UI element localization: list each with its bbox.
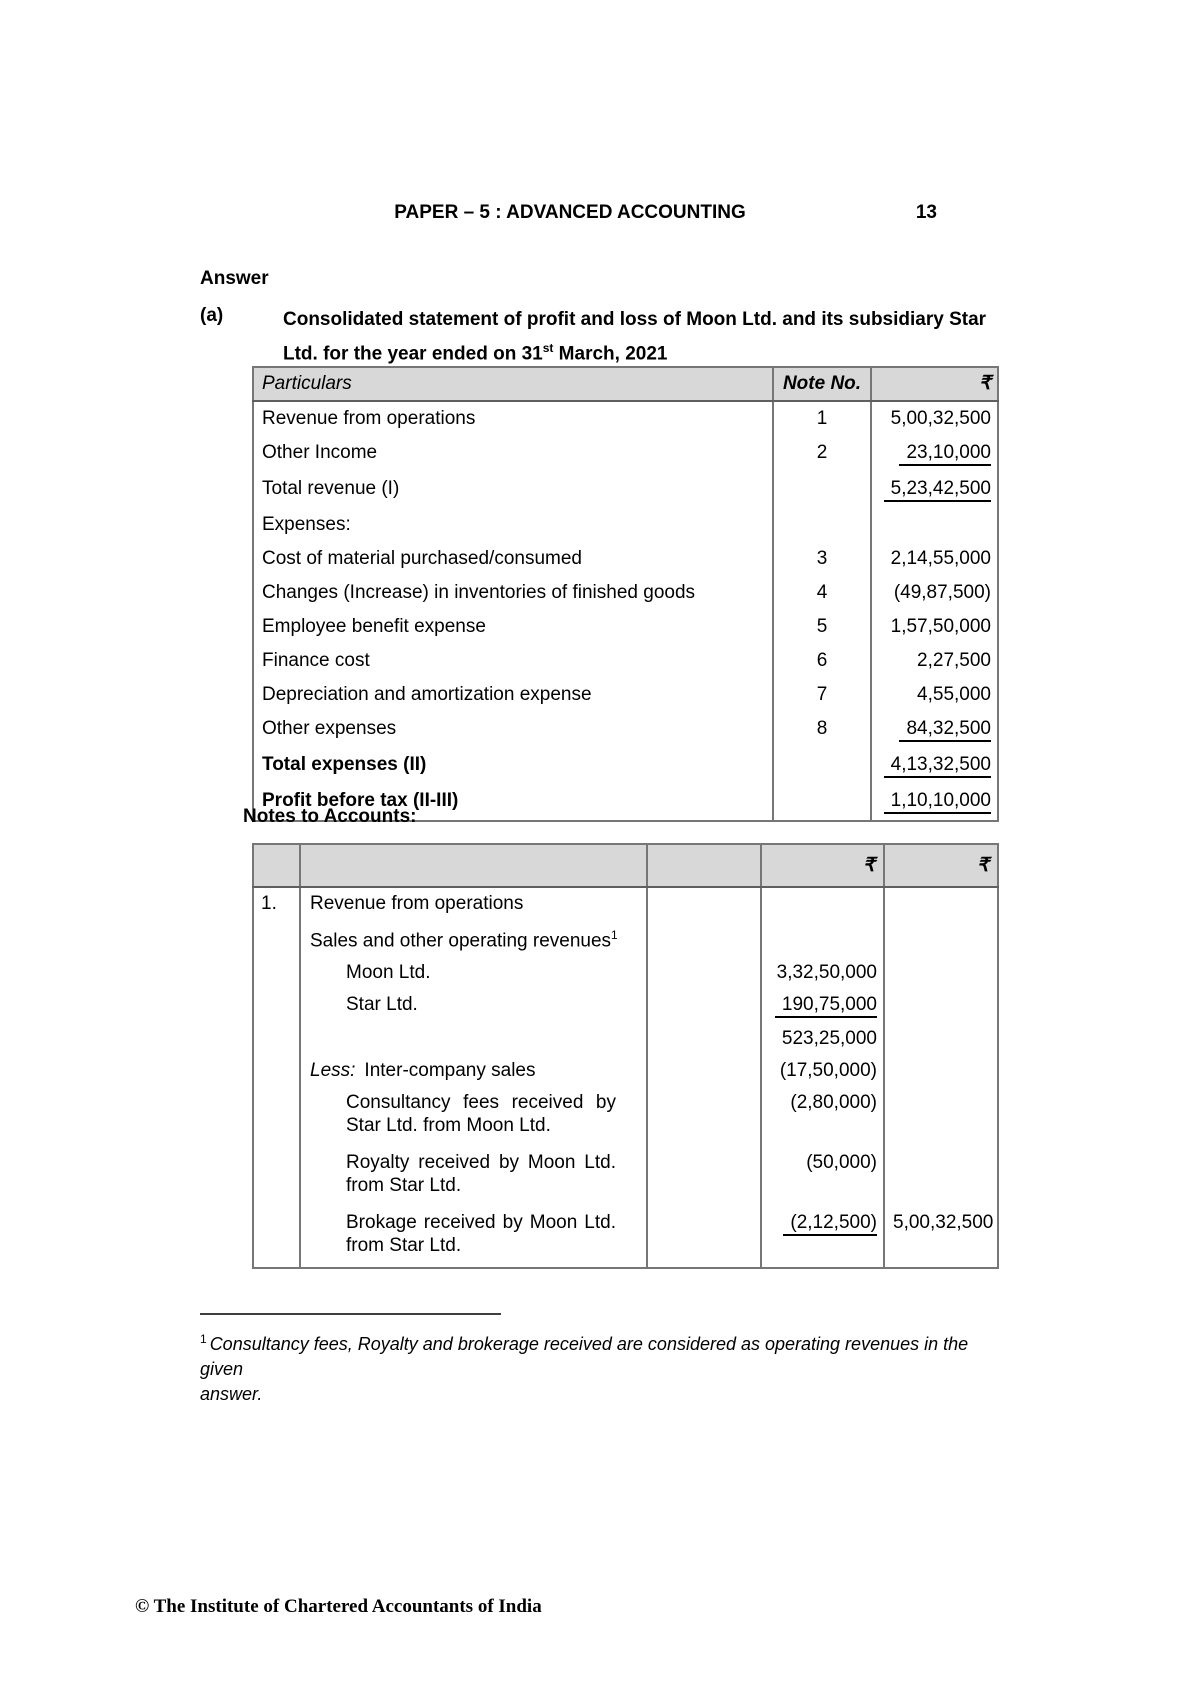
col-amount-rupee: ₹	[871, 367, 998, 401]
table-row	[253, 508, 998, 542]
amount2-cell: 5,00,32,500	[884, 1207, 998, 1268]
page-header	[140, 202, 1000, 224]
note-cell	[773, 784, 871, 821]
amount1-cell: (17,50,000)	[761, 1055, 884, 1087]
statement-table	[252, 366, 999, 822]
particulars-cell: Total expenses (II)	[253, 748, 773, 784]
note-cell	[773, 472, 871, 508]
desc-cell: Star Ltd.	[300, 989, 647, 1023]
desc-cell: Royalty received by Moon Ltd. from Star Ltd.	[300, 1147, 647, 1207]
amount-cell	[871, 508, 998, 542]
amount1-cell	[761, 920, 884, 957]
amount-cell: 4,55,000	[871, 678, 998, 712]
table-row	[253, 957, 998, 989]
blank-cell	[647, 989, 761, 1023]
particulars-cell: Other expenses	[253, 712, 773, 748]
table-row	[253, 401, 998, 436]
amount1-cell	[761, 887, 884, 920]
desc-cell: Brokage received by Moon Ltd. from Star Ltd.	[300, 1207, 647, 1268]
amount1-cell: 190,75,000	[761, 989, 884, 1023]
amount-cell: 5,00,32,500	[871, 401, 998, 436]
amount2-cell	[884, 887, 998, 920]
amount1-cell: (2,12,500)	[761, 1207, 884, 1268]
footnote-line2: answer.	[200, 1384, 263, 1404]
col-blank	[253, 844, 300, 887]
serial-cell	[253, 1207, 300, 1268]
amount-cell: 2,27,500	[871, 644, 998, 678]
particulars-cell: Revenue from operations	[253, 401, 773, 436]
desc-cell: Consultancy fees received by Star Ltd. from Moon Ltd.	[300, 1087, 647, 1147]
particulars-cell: Cost of material purchased/consumed	[253, 542, 773, 576]
footnote-marker: 1	[200, 1332, 207, 1346]
serial-cell	[253, 1087, 300, 1147]
desc-cell: Less: Inter-company sales	[300, 1055, 647, 1087]
desc-cell: Moon Ltd.	[300, 957, 647, 989]
note-cell: 4	[773, 576, 871, 610]
blank-cell	[647, 1087, 761, 1147]
amount-cell: 4,13,32,500	[871, 748, 998, 784]
desc-cell: Sales and other operating revenues$^1$	[300, 920, 647, 957]
statement-header-row	[253, 367, 998, 401]
particulars-cell: Finance cost	[253, 644, 773, 678]
section-title	[283, 305, 986, 368]
note-cell: 5	[773, 610, 871, 644]
section-label: (a)	[200, 305, 224, 326]
col-blank	[300, 844, 647, 887]
amount-cell: (49,87,500)	[871, 576, 998, 610]
table-row	[253, 1087, 998, 1147]
particulars-cell: Profit before tax (II-III)	[253, 784, 773, 821]
amount1-cell: 523,25,000	[761, 1023, 884, 1055]
serial-cell	[253, 1055, 300, 1087]
amount2-cell	[884, 1147, 998, 1207]
table-row	[253, 1055, 998, 1087]
blank-cell	[647, 887, 761, 920]
blank-cell	[647, 1055, 761, 1087]
amount-cell: 1,57,50,000	[871, 610, 998, 644]
serial-cell	[253, 957, 300, 989]
table-row	[253, 678, 998, 712]
amount2-cell	[884, 989, 998, 1023]
note-cell	[773, 508, 871, 542]
amount1-cell: (50,000)	[761, 1147, 884, 1207]
answer-heading: Answer	[200, 268, 269, 289]
note-cell: 7	[773, 678, 871, 712]
table-row	[253, 576, 998, 610]
particulars-cell: Changes (Increase) in inventories of finished goods	[253, 576, 773, 610]
serial-cell	[253, 920, 300, 957]
desc-cell	[300, 1023, 647, 1055]
amount-cell: 23,10,000	[871, 436, 998, 472]
note-cell: 6	[773, 644, 871, 678]
particulars-cell: Expenses:	[253, 508, 773, 542]
table-row	[253, 712, 998, 748]
col-rupee-2: ₹	[884, 844, 998, 887]
section-title-line2: Ltd. for the year ended on 31st March, 2021	[283, 341, 668, 365]
less-label: Less:	[310, 1060, 356, 1082]
amount2-cell	[884, 1023, 998, 1055]
table-row	[253, 989, 998, 1023]
particulars-cell: Other Income	[253, 436, 773, 472]
blank-cell	[647, 957, 761, 989]
table-row	[253, 472, 998, 508]
amount-cell: 5,23,42,500	[871, 472, 998, 508]
col-particulars: Particulars	[253, 367, 773, 401]
notes-table	[252, 843, 999, 1269]
amount1-cell: 3,32,50,000	[761, 957, 884, 989]
amount-cell: 2,14,55,000	[871, 542, 998, 576]
amount-cell: 84,32,500	[871, 712, 998, 748]
table-row	[253, 748, 998, 784]
note-cell: 1	[773, 401, 871, 436]
footnote	[200, 1327, 990, 1407]
note-cell: 8	[773, 712, 871, 748]
section-title-line1: Consolidated statement of profit and loss of Moon Ltd. and its subsidiary Star	[283, 309, 987, 330]
table-row	[253, 1023, 998, 1055]
table-row	[253, 436, 998, 472]
amount-cell: 1,10,10,000	[871, 784, 998, 821]
serial-cell	[253, 989, 300, 1023]
blank-cell	[647, 1207, 761, 1268]
note-cell: 3	[773, 542, 871, 576]
amount2-cell	[884, 1055, 998, 1087]
footnote-separator	[200, 1313, 501, 1315]
serial-cell: 1.	[253, 887, 300, 920]
notes-header-row	[253, 844, 998, 887]
page-number: 13	[915, 202, 937, 223]
serial-cell	[253, 1023, 300, 1055]
table-row	[253, 920, 998, 957]
blank-cell	[647, 920, 761, 957]
page-footer: © The Institute of Chartered Accountants of India	[135, 1596, 542, 1617]
table-row	[253, 542, 998, 576]
ordinal-superscript: st	[542, 341, 554, 355]
notes-heading: Notes to Accounts:	[243, 806, 417, 827]
section-a	[200, 305, 986, 368]
desc-cell: Revenue from operations	[300, 887, 647, 920]
amount1-cell: (2,80,000)	[761, 1087, 884, 1147]
serial-cell	[253, 1147, 300, 1207]
col-note-no: Note No.	[773, 367, 871, 401]
footnote-ref: 1	[611, 928, 618, 942]
note-cell	[773, 748, 871, 784]
table-row	[253, 1207, 998, 1268]
page-header-title: PAPER – 5 : ADVANCED ACCOUNTING	[394, 202, 746, 223]
amount2-cell	[884, 957, 998, 989]
note-cell: 2	[773, 436, 871, 472]
particulars-cell: Employee benefit expense	[253, 610, 773, 644]
particulars-cell: Total revenue (I)	[253, 472, 773, 508]
table-row	[253, 644, 998, 678]
table-row	[253, 1147, 998, 1207]
amount2-cell	[884, 920, 998, 957]
col-rupee-1: ₹	[761, 844, 884, 887]
blank-cell	[647, 1147, 761, 1207]
col-blank	[647, 844, 761, 887]
table-row	[253, 887, 998, 920]
amount2-cell	[884, 1087, 998, 1147]
blank-cell	[647, 1023, 761, 1055]
particulars-cell: Depreciation and amortization expense	[253, 678, 773, 712]
table-row	[253, 610, 998, 644]
footnote-line1: $^1$ Consultancy fees, Royalty and brokerage received are considered as operating revenues in the given	[200, 1332, 969, 1379]
